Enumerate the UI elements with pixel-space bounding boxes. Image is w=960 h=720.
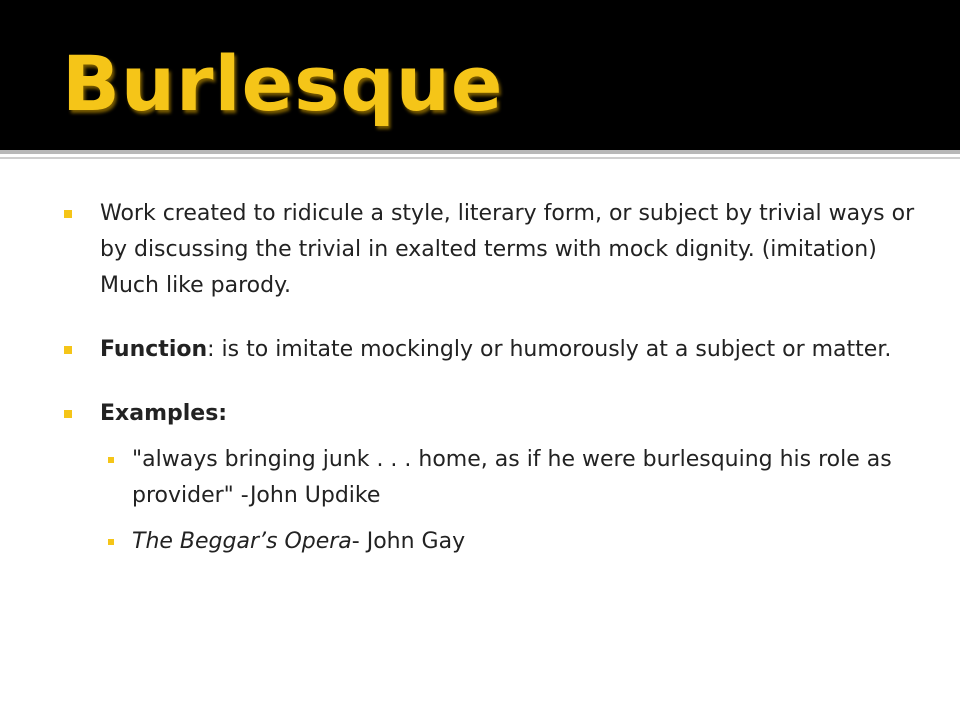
square-bullet-icon xyxy=(108,457,114,463)
bullet-text: Work created to ridicule a style, literary form, or subject by trivial ways or by discussing the trivial in exalted terms with mock dignity. (imitation) Much like parody. xyxy=(100,201,915,298)
square-bullet-icon xyxy=(64,410,72,418)
bullet-text: : is to imitate mockingly or humorously at a subject or matter. xyxy=(207,337,892,362)
title-divider-thin xyxy=(0,157,960,159)
bullet-definition xyxy=(62,196,922,304)
bullet-bold-label: Examples: xyxy=(100,401,228,426)
slide-body xyxy=(62,196,922,560)
bullet-examples xyxy=(62,396,922,432)
title-divider xyxy=(0,150,960,154)
example-updike xyxy=(62,442,922,514)
example-text: "always bringing junk . . . home, as if he were burlesquing his role as provider" -John Updike xyxy=(132,447,892,508)
example-italic-title: The Beggar’s Opera xyxy=(132,529,352,554)
example-text: - John Gay xyxy=(351,529,466,554)
bullet-bold-label: Function xyxy=(100,337,208,362)
example-gay xyxy=(62,524,922,560)
square-bullet-icon xyxy=(108,539,114,545)
square-bullet-icon xyxy=(64,210,72,218)
bullet-function xyxy=(62,332,922,368)
title-bar xyxy=(0,0,960,150)
slide-title: Burlesque xyxy=(62,39,504,128)
square-bullet-icon xyxy=(64,346,72,354)
